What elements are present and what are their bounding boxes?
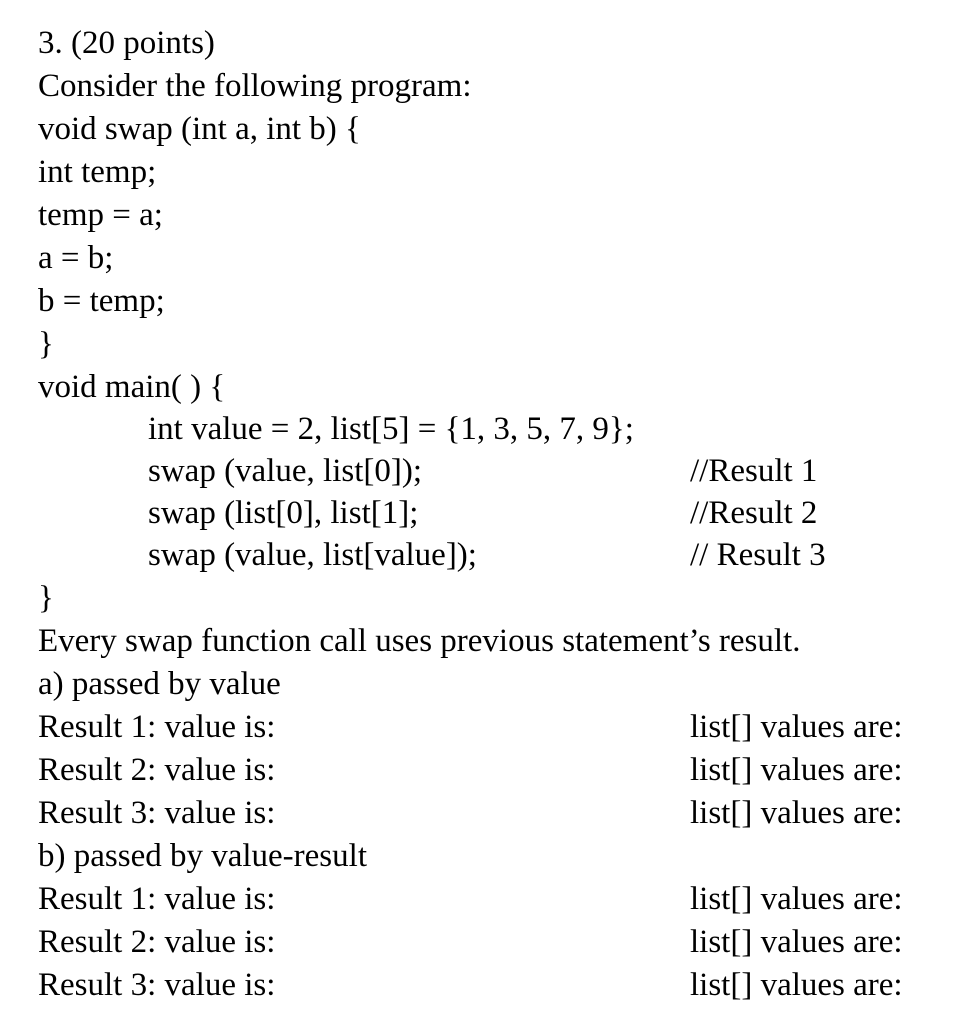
code-comment-1: //Result 1 (690, 453, 818, 489)
code-swap-close: } (38, 326, 54, 362)
part-a-result-3-label: Result 3: value is: (38, 795, 276, 831)
part-b-result-2-list-label: list[] values are: (690, 924, 903, 960)
part-b-title: b) passed by value-result (38, 838, 367, 874)
question-header: 3. (20 points) (38, 25, 215, 61)
note-text: Every swap function call uses previous statement’s result. (38, 623, 801, 659)
part-b-result-1-list-label: list[] values are: (690, 881, 903, 917)
part-b-result-2-label: Result 2: value is: (38, 924, 276, 960)
code-call-2: swap (list[0], list[1]; (148, 495, 419, 531)
part-a-result-1-label: Result 1: value is: (38, 709, 276, 745)
code-swap-line-3: a = b; (38, 240, 114, 276)
code-swap-line-4: b = temp; (38, 283, 165, 319)
code-main-declaration: int value = 2, list[5] = {1, 3, 5, 7, 9}; (148, 411, 634, 447)
part-b-result-1-label: Result 1: value is: (38, 881, 276, 917)
part-a-result-3-list-label: list[] values are: (690, 795, 903, 831)
part-a-title: a) passed by value (38, 666, 281, 702)
code-swap-line-2: temp = a; (38, 197, 163, 233)
part-b-result-3-list-label: list[] values are: (690, 967, 903, 1003)
part-a-result-1-list-label: list[] values are: (690, 709, 903, 745)
code-swap-signature: void swap (int a, int b) { (38, 111, 361, 147)
code-call-3: swap (value, list[value]); (148, 537, 477, 573)
code-main-close: } (38, 580, 54, 616)
code-comment-2: //Result 2 (690, 495, 818, 531)
code-call-1: swap (value, list[0]); (148, 453, 423, 489)
code-comment-3: // Result 3 (690, 537, 826, 573)
part-a-result-2-label: Result 2: value is: (38, 752, 276, 788)
code-swap-line-1: int temp; (38, 154, 157, 190)
part-a-result-2-list-label: list[] values are: (690, 752, 903, 788)
code-main-signature: void main( ) { (38, 369, 226, 405)
part-b-result-3-label: Result 3: value is: (38, 967, 276, 1003)
question-intro: Consider the following program: (38, 68, 472, 104)
